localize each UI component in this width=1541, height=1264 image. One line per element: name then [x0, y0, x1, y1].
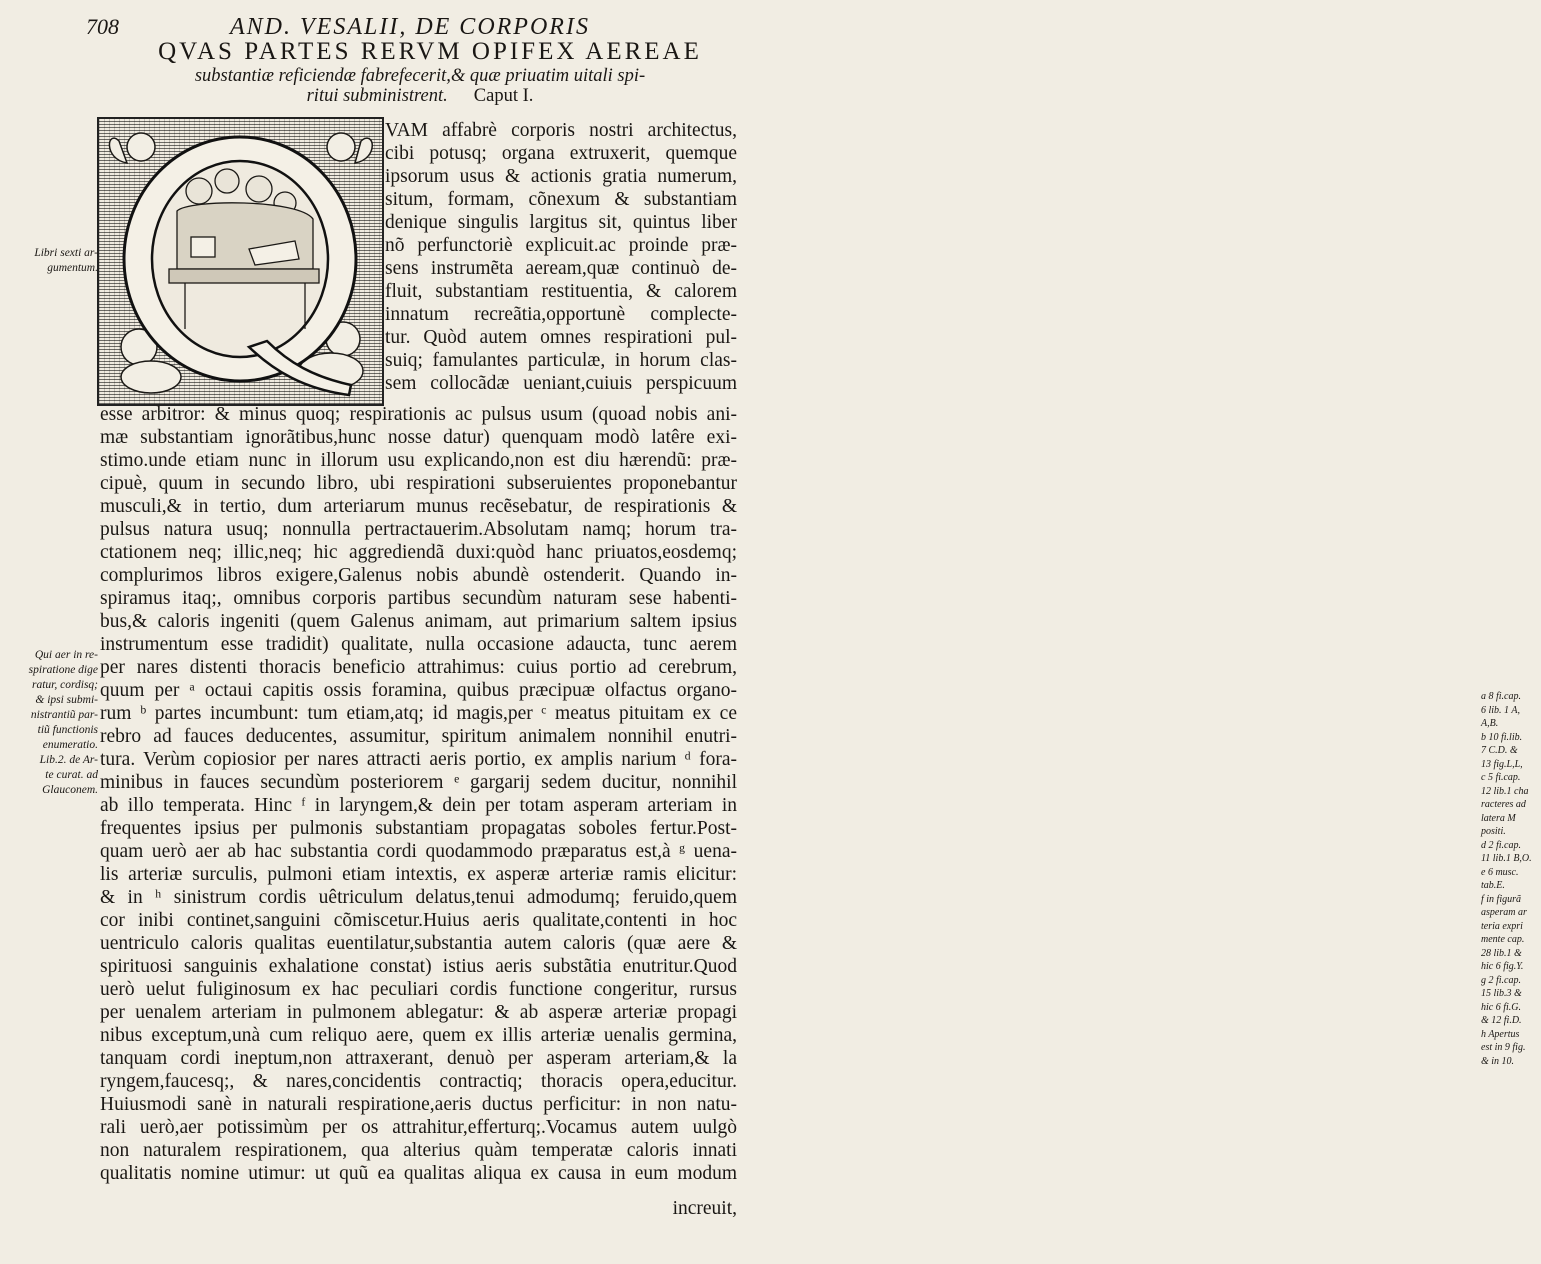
text-line: tanquam cordi ineptum,non attraxerant, denuò per asperam arteriam,& la	[100, 1048, 737, 1069]
text-line: denique singulis largitus sit, quintus liber	[385, 212, 737, 233]
margin-reference: a 8 fi.cap.	[1481, 691, 1521, 702]
text-line: per nares distenti thoracis beneficio attrahimus: cuius portio ad cerebrum,	[100, 657, 737, 678]
text-line: tura. Verùm copiosior per nares attracti aeris portio, ex amplis narium ᵈ fora-	[100, 749, 737, 770]
text-line: stimo.unde etiam nunc in illorum usu explicando,non est diu hærendũ: præ-	[100, 450, 737, 471]
text-line: lis arteriæ surculis, pulmoni etiam intextis, ex asperæ arteriæ ramis elicitur:	[100, 864, 737, 885]
margin-reference: tab.E.	[1481, 880, 1505, 891]
text-line: sem collocãdæ ueniant,cuiuis perspicuum	[385, 373, 737, 394]
text-line: Huiusmodi sanè in naturali respiratione,aeris ductus perficitur: in non natu-	[100, 1094, 737, 1115]
text-line: cipuè, quum in secundo libro, ubi respirationi subseruientes proponebantur	[100, 473, 737, 494]
margin-note-line: Lib.2. de Ar-	[39, 754, 98, 766]
text-line: spirituosi sanguinis exhalatione constat) istius aeris substãtia enutritur.Quod	[100, 956, 737, 977]
margin-note-line: tiũ functionis	[37, 724, 98, 736]
text-line: rali uerò,aer potissimùm per os attrahitur,efferturq;.Vocamus autem uulgò	[100, 1117, 737, 1138]
margin-reference: asperam ar	[1481, 907, 1527, 918]
text-line: ryngem,faucesq;, & nares,concidentis contractiq; thoracis opera,educitur.	[100, 1071, 737, 1092]
margin-reference: est in 9 fig.	[1481, 1042, 1526, 1053]
margin-reference: & 12 fi.D.	[1481, 1015, 1522, 1026]
text-line: cor inibi continet,sanguini cõmiscetur.Huius aeris qualitate,contenti in hoc	[100, 910, 737, 931]
text-line: musculi,& in tertio, dum arteriarum munus recẽsebatur, de respirationis &	[100, 496, 737, 517]
text-line: uerò uelut fuliginosum ex hac peculiari cordis functione congeritur, rursus	[100, 979, 737, 1000]
text-line: mæ substantiam ignorãtibus,hunc nosse datur) quenquam modò latêre exi-	[100, 427, 737, 448]
text-line: per uenalem arteriam in pulmonem ablegatur: & ab asperæ arteriæ propagi	[100, 1002, 737, 1023]
text-line: qualitatis nomine utimur: ut quũ ea qualitas aliqua ex causa in eum modum	[100, 1163, 737, 1184]
text-line: frequentes ipsius per pulmonis substantiam propagatas soboles fertur.Post-	[100, 818, 737, 839]
text-line: esse arbitror: & minus quoq; respirationis ac pulsus usum (quoad nobis ani-	[100, 404, 737, 425]
margin-reference: c 5 fi.cap.	[1481, 772, 1521, 783]
chapter-subtitle-2: ritui subministrent.	[306, 86, 448, 106]
margin-reference: 12 lib.1 cha	[1481, 785, 1529, 797]
text-line: nõ perfunctoriè explicuit.ac proinde præ-	[385, 235, 737, 256]
margin-reference: 13 fig.L,L,	[1481, 758, 1523, 770]
margin-note-line: & ipsi submi-	[35, 694, 98, 706]
margin-note-line: nistrantiũ par-	[30, 709, 98, 721]
text-line: complurimos libros exigere,Galenus nobis abundè ostenderit. Quando in-	[100, 565, 737, 586]
text-line: & in ʰ sinistrum cordis uêtriculum delatus,tenui admodumq; feruido,quem	[100, 887, 737, 908]
margin-reference: mente cap.	[1481, 934, 1525, 945]
text-line: instrumentum esse tradidit) qualitate, nulla occasione adaucta, tunc aerem	[100, 634, 737, 655]
margin-reference: 15 lib.3 &	[1481, 988, 1522, 999]
margin-note-line: spiratione dige	[28, 664, 98, 676]
running-title: AND. VESALII, DE CORPORIS	[230, 14, 590, 40]
margin-reference: A,B.	[1481, 718, 1499, 729]
margin-note-respiration	[0, 648, 98, 798]
margin-reference: e 6 musc.	[1481, 866, 1519, 878]
margin-reference: teria expri	[1481, 920, 1523, 932]
margin-reference: g 2 fi.cap.	[1481, 974, 1521, 986]
text-line: suiq; famulantes particulæ, in horum clas-	[385, 350, 737, 371]
margin-reference: positi.	[1481, 826, 1506, 837]
text-line: non naturalem respirationem, qua alterius quàm temperatæ caloris innati	[100, 1140, 737, 1161]
text-line: ctationem neq; illic,neq; hic aggrediendã duxi:quòd hanc priuatos,eosdemq;	[100, 542, 737, 563]
text-line: tur. Quòd autem omnes respirationi pul-	[385, 327, 737, 348]
chapter-subtitle-1: substantiæ reficiendæ fabrefecerit,& quæ priuatim uitali spi-	[194, 66, 646, 86]
margin-reference: d 2 fi.cap.	[1481, 839, 1521, 851]
margin-note-argument	[0, 246, 98, 276]
text-line: uentriculo caloris qualitas euentilatur,substantia autem caloris (quæ aere &	[100, 933, 737, 954]
margin-reference: 11 lib.1 B,O.	[1481, 853, 1532, 864]
text-line: ipsorum usus & actionis gratia numerum,	[385, 166, 737, 187]
text-line: fluit, substantiam restituentia, & calorem	[385, 281, 737, 302]
margin-reference: 7 C.D. &	[1481, 745, 1518, 756]
text-line: sens instrumẽta aeream,quæ continuò de-	[385, 258, 737, 279]
margin-note-line: Libri sexti ar-	[34, 247, 98, 259]
margin-note-line: te curat. ad	[45, 769, 98, 781]
text-line: minibus in fauces secundùm posteriorem ᵉ gargarij sedem ducitur, nonnihil	[100, 772, 737, 793]
margin-note-line: Qui aer in re-	[34, 649, 98, 661]
text-line: cibi potusq; organa extruxerit, quemque	[385, 143, 737, 164]
margin-reference: hic 6 fig.Y.	[1481, 961, 1524, 972]
margin-reference: 6 lib. 1 A,	[1481, 704, 1520, 716]
text-line: situm, formam, cõnexum & substantiam	[385, 189, 737, 210]
margin-reference: latera M	[1481, 812, 1516, 824]
margin-note-line: Glauconem.	[42, 784, 98, 796]
margin-note-line: gumentum.	[47, 262, 98, 274]
margin-reference: racteres ad	[1481, 799, 1526, 810]
text-line: VAM affabrè corporis nostri architectus,	[385, 120, 737, 141]
text-line: ab illo temperata. Hinc ᶠ in laryngem,& dein per totam asperam arteriam in	[100, 795, 737, 816]
text-line: spiramus itaq;, omnibus corporis partibus secundùm naturam sese habenti-	[100, 588, 737, 609]
chapter-title: QVAS PARTES RERVM OPIFEX AEREAE	[158, 38, 702, 65]
text-line: innatum recreãtia,opportunè complecte-	[385, 304, 737, 325]
margin-note-line: ratur, cordisq;	[31, 679, 98, 691]
margin-reference: 28 lib.1 &	[1481, 947, 1522, 959]
margin-reference: b 10 fi.lib.	[1481, 731, 1523, 743]
margin-note-line: enumeratio.	[42, 739, 98, 751]
text-line: pulsus natura usuq; nonnulla pertractauerim.Absolutam namq; horum tra-	[100, 519, 737, 540]
text-line: rebro ad fauces deducentes, assumitur, spiritum animalem nonnihil enutri-	[100, 726, 737, 747]
catchword-line: increuit,	[672, 1198, 737, 1219]
text-line: bus,& caloris ingeniti (quem Galenus animam, aut primarium saltem ipsius	[100, 611, 737, 632]
page-number: 708	[86, 14, 119, 39]
margin-reference: f in figurã	[1481, 893, 1522, 905]
text-line: rum ᵇ partes incumbunt: tum etiam,atq; id magis,per ᶜ meatus pituitam ex ce	[100, 703, 737, 724]
caput-label: Caput I.	[473, 86, 534, 106]
margin-reference: & in 10.	[1481, 1055, 1515, 1067]
margin-reference-list	[1481, 690, 1541, 1068]
text-line: quam uerò aer ab hac substantia cordi quodammodo præparatus est,à ᵍ uena-	[100, 841, 737, 862]
text-line: quum per ᵃ octaui capitis ossis foramina, quibus præcipuæ olfactus organo-	[100, 680, 737, 701]
text-line: nibus exceptum,unà cum reliquo aere, quem ex illis arteriæ uenalis germina,	[100, 1025, 737, 1046]
margin-reference: hic 6 fi.G.	[1481, 1001, 1521, 1013]
margin-reference: h Apertus	[1481, 1028, 1520, 1040]
